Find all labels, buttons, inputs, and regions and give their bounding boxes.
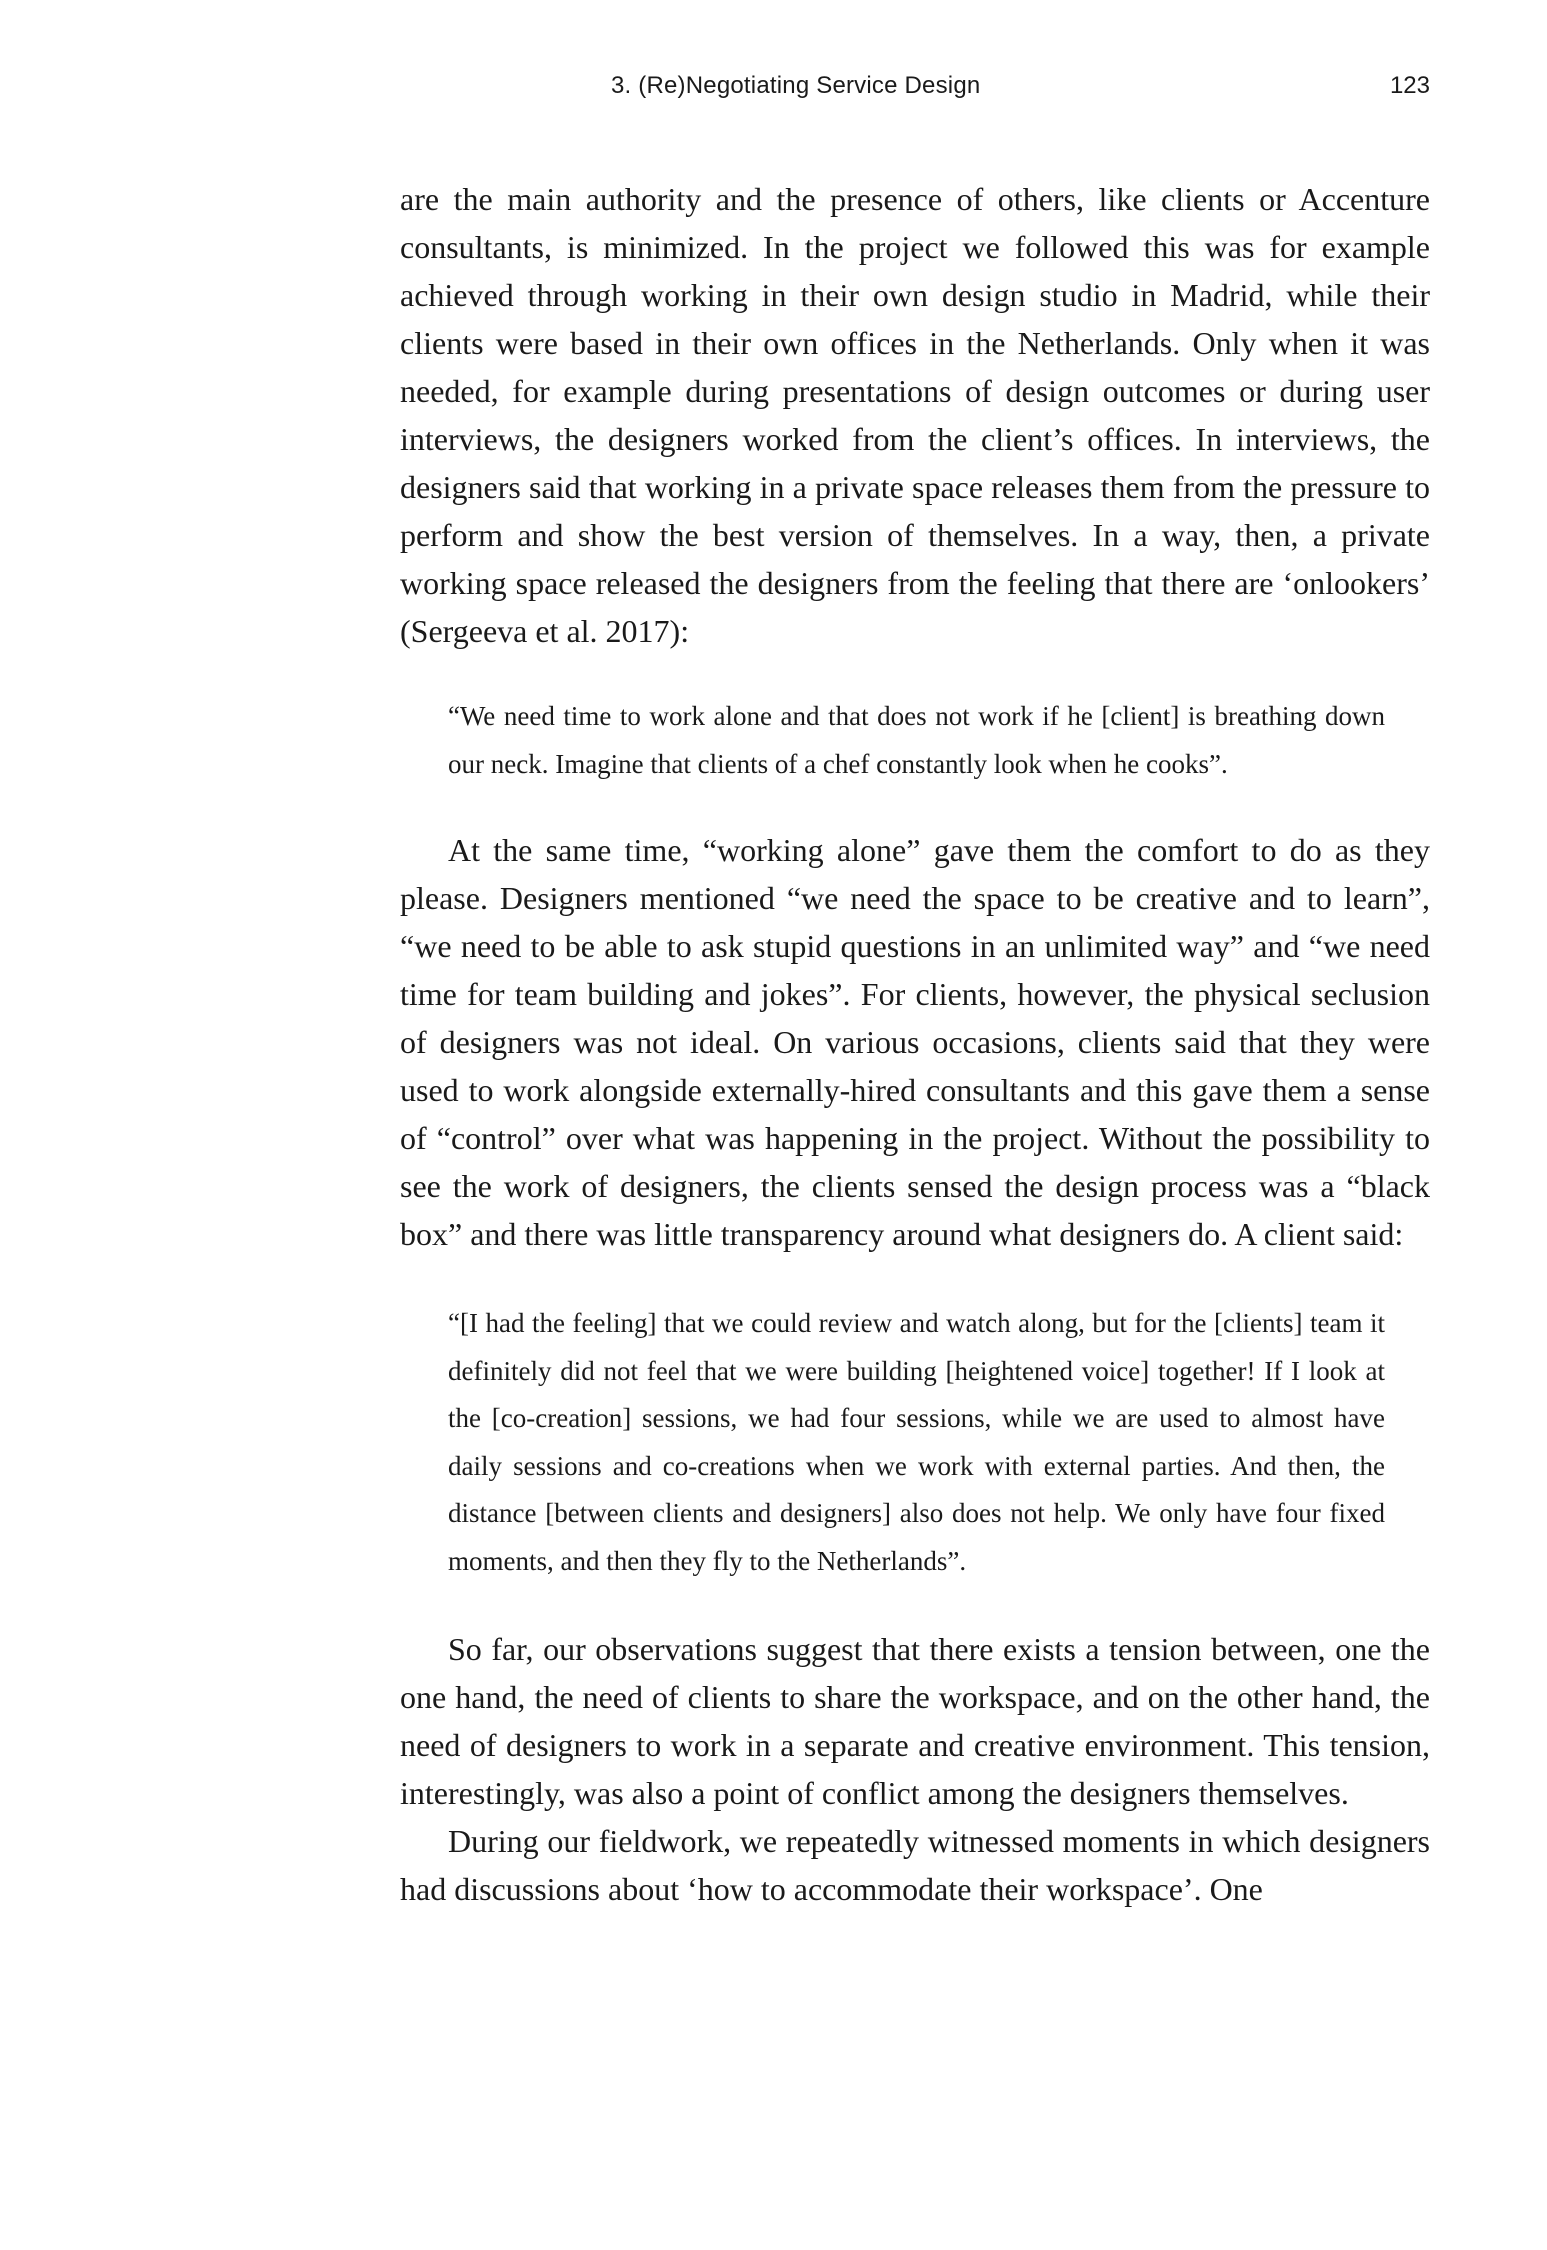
paragraph: are the main authority and the presence of others, like clients or Accenture consultants, is minimized. In the project we followed this was for example achieved through working in their own design studio in Madrid, while their clients were based in their own offices in the Netherlands. Only when it was needed, for example during presentations of design outcomes or during user interviews, the designers worked from the client’s offices. In interviews, the designers said that working in a private space releases them from the pressure to perform and show the best version of themselves. In a way, then, a private working space released the designers from the feeling that there are ‘onlookers’ (Sergeeva et al. 2017): bbox=[400, 181, 1430, 649]
running-title: 3. (Re)Negotiating Service Design bbox=[611, 72, 981, 99]
page-number: 123 bbox=[1389, 72, 1430, 99]
block-quote: “We need time to work alone and that does not work if he [client] is breathing down our neck. Imagine that clients of a chef constantly look when he cooks”. bbox=[448, 701, 1385, 779]
paragraph: At the same time, “working alone” gave them the comfort to do as they please. Designers mentioned “we need the space to be creative and to learn”, “we need to be able to ask stupid questions in an unlimited way” and “we need time for team building and jokes”. For clients, however, the physical seclusion of designers was not ideal. On various occasions, clients said that they were used to work alongside externally-hired consultants and this gave them a sense of “control” over what was happening in the project. Without the possibility to see the work of designers, the clients sensed the design process was a “black box” and there was little transparency around what designers do. A client said: bbox=[400, 832, 1430, 1252]
paragraph: During our fieldwork, we repeatedly witnessed moments in which designers had discussions about ‘how to accommodate their workspace’. One bbox=[400, 1823, 1430, 1907]
paragraph: So far, our observations suggest that there exists a tension between, one the one hand, the need of clients to share the workspace, and on the other hand, the need of designers to work in a separate and creative environment. This tension, interestingly, was also a point of conflict among the designers themselves. bbox=[400, 1631, 1430, 1811]
page-header bbox=[400, 64, 1430, 108]
block-quote: “[I had the feeling] that we could review and watch along, but for the [clients] team it definitely did not feel that we were building [heightened voice] together! If I look at the [co-creation] sessions, we had four sessions, while we are used to almost have daily sessions and co-creations when we work with external parties. And then, the distance [between clients and designers] also does not help. We only have four fixed moments, and then they fly to the Netherlands”. bbox=[448, 1308, 1385, 1576]
body-text bbox=[400, 175, 1430, 1913]
